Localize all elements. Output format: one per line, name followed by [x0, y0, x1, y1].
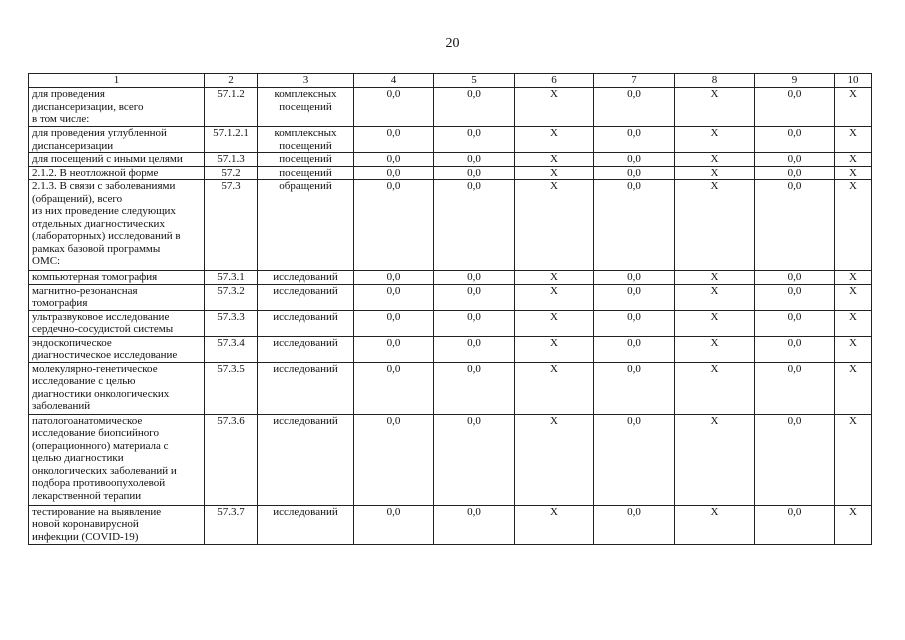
table-row [29, 153, 872, 167]
cell-c6: X [515, 284, 594, 310]
cell-c8: X [675, 153, 755, 167]
cell-c5: 0,0 [434, 505, 515, 544]
cell-c5: 0,0 [434, 271, 515, 285]
cell-c1: для посещений с иными целями [29, 153, 205, 167]
header-row [29, 74, 872, 88]
cell-c2: 57.3.5 [205, 362, 258, 414]
cell-c4: 0,0 [354, 271, 434, 285]
cell-c8: X [675, 362, 755, 414]
cell-c9: 0,0 [755, 180, 835, 271]
cell-c7: 0,0 [594, 336, 675, 362]
col-header-10: 10 [835, 74, 872, 88]
table-row [29, 180, 872, 271]
cell-c8: X [675, 505, 755, 544]
cell-c6: X [515, 336, 594, 362]
cell-c3: посещений [258, 153, 354, 167]
cell-c3: исследований [258, 505, 354, 544]
cell-c2: 57.3.1 [205, 271, 258, 285]
cell-c6: X [515, 127, 594, 153]
col-header-7: 7 [594, 74, 675, 88]
table-row [29, 127, 872, 153]
cell-c2: 57.2 [205, 166, 258, 180]
cell-c1: компьютерная томография [29, 271, 205, 285]
cell-c3: исследований [258, 284, 354, 310]
cell-c5: 0,0 [434, 88, 515, 127]
cell-c3: исследований [258, 271, 354, 285]
cell-c10: X [835, 284, 872, 310]
cell-c8: X [675, 310, 755, 336]
cell-c3: исследований [258, 362, 354, 414]
cell-c7: 0,0 [594, 271, 675, 285]
cell-c1: 2.1.3. В связи с заболеваниями (обращений), всего из них проведение следующих отдельных диагностических (лабораторных) исследований в рамках базовой программы ОМС: [29, 180, 205, 271]
cell-c10: X [835, 336, 872, 362]
cell-c9: 0,0 [755, 153, 835, 167]
cell-c4: 0,0 [354, 88, 434, 127]
cell-c4: 0,0 [354, 310, 434, 336]
cell-c2: 57.1.2 [205, 88, 258, 127]
cell-c5: 0,0 [434, 362, 515, 414]
cell-c8: X [675, 127, 755, 153]
table-row [29, 336, 872, 362]
cell-c4: 0,0 [354, 153, 434, 167]
table-body [29, 88, 872, 545]
cell-c6: X [515, 180, 594, 271]
cell-c6: X [515, 414, 594, 505]
col-header-1: 1 [29, 74, 205, 88]
cell-c2: 57.3.7 [205, 505, 258, 544]
cell-c4: 0,0 [354, 127, 434, 153]
cell-c1: патологоанатомическое исследование биопсийного (операционного) материала с целью диагностики онкологических заболеваний и подбора противоопухолевой лекарственной терапии [29, 414, 205, 505]
table-row [29, 166, 872, 180]
cell-c4: 0,0 [354, 284, 434, 310]
cell-c6: X [515, 153, 594, 167]
cell-c3: исследований [258, 414, 354, 505]
cell-c3: комплексных посещений [258, 88, 354, 127]
cell-c8: X [675, 88, 755, 127]
cell-c3: обращений [258, 180, 354, 271]
cell-c9: 0,0 [755, 88, 835, 127]
col-header-4: 4 [354, 74, 434, 88]
cell-c7: 0,0 [594, 310, 675, 336]
cell-c1: 2.1.2. В неотложной форме [29, 166, 205, 180]
cell-c10: X [835, 271, 872, 285]
cell-c9: 0,0 [755, 414, 835, 505]
cell-c1: для проведения углубленной диспансеризации [29, 127, 205, 153]
cell-c4: 0,0 [354, 362, 434, 414]
cell-c3: исследований [258, 310, 354, 336]
cell-c8: X [675, 284, 755, 310]
cell-c1: эндоскопическое диагностическое исследование [29, 336, 205, 362]
table-row [29, 310, 872, 336]
table-row [29, 505, 872, 544]
cell-c10: X [835, 166, 872, 180]
cell-c8: X [675, 180, 755, 271]
cell-c10: X [835, 153, 872, 167]
cell-c8: X [675, 271, 755, 285]
cell-c4: 0,0 [354, 336, 434, 362]
col-header-8: 8 [675, 74, 755, 88]
cell-c10: X [835, 362, 872, 414]
data-table [28, 73, 872, 545]
cell-c3: посещений [258, 166, 354, 180]
cell-c9: 0,0 [755, 271, 835, 285]
cell-c4: 0,0 [354, 166, 434, 180]
cell-c7: 0,0 [594, 180, 675, 271]
cell-c10: X [835, 180, 872, 271]
cell-c8: X [675, 336, 755, 362]
col-header-3: 3 [258, 74, 354, 88]
cell-c9: 0,0 [755, 336, 835, 362]
cell-c10: X [835, 310, 872, 336]
table-row [29, 414, 872, 505]
cell-c2: 57.3.2 [205, 284, 258, 310]
cell-c4: 0,0 [354, 505, 434, 544]
page-number: 20 [445, 36, 460, 51]
cell-c5: 0,0 [434, 336, 515, 362]
cell-c5: 0,0 [434, 180, 515, 271]
cell-c6: X [515, 271, 594, 285]
cell-c8: X [675, 414, 755, 505]
cell-c10: X [835, 414, 872, 505]
cell-c5: 0,0 [434, 284, 515, 310]
col-header-6: 6 [515, 74, 594, 88]
table-row [29, 88, 872, 127]
cell-c2: 57.1.3 [205, 153, 258, 167]
cell-c7: 0,0 [594, 362, 675, 414]
cell-c9: 0,0 [755, 284, 835, 310]
cell-c9: 0,0 [755, 362, 835, 414]
cell-c3: исследований [258, 336, 354, 362]
cell-c10: X [835, 505, 872, 544]
cell-c2: 57.3.6 [205, 414, 258, 505]
cell-c7: 0,0 [594, 88, 675, 127]
cell-c1: молекулярно-генетическое исследование с целью диагностики онкологических заболеваний [29, 362, 205, 414]
cell-c5: 0,0 [434, 127, 515, 153]
col-header-9: 9 [755, 74, 835, 88]
cell-c4: 0,0 [354, 414, 434, 505]
cell-c1: магнитно-резонансная томография [29, 284, 205, 310]
cell-c7: 0,0 [594, 166, 675, 180]
cell-c5: 0,0 [434, 153, 515, 167]
cell-c3: комплексных посещений [258, 127, 354, 153]
cell-c7: 0,0 [594, 414, 675, 505]
table-row [29, 284, 872, 310]
cell-c7: 0,0 [594, 284, 675, 310]
cell-c7: 0,0 [594, 505, 675, 544]
cell-c5: 0,0 [434, 310, 515, 336]
cell-c9: 0,0 [755, 166, 835, 180]
cell-c6: X [515, 362, 594, 414]
cell-c1: тестирование на выявление новой коронавирусной инфекции (COVID-19) [29, 505, 205, 544]
col-header-5: 5 [434, 74, 515, 88]
cell-c6: X [515, 166, 594, 180]
cell-c10: X [835, 127, 872, 153]
cell-c7: 0,0 [594, 127, 675, 153]
cell-c1: для проведения диспансеризации, всего в том числе: [29, 88, 205, 127]
cell-c6: X [515, 310, 594, 336]
cell-c2: 57.1.2.1 [205, 127, 258, 153]
cell-c5: 0,0 [434, 166, 515, 180]
cell-c6: X [515, 88, 594, 127]
cell-c4: 0,0 [354, 180, 434, 271]
cell-c2: 57.3.3 [205, 310, 258, 336]
cell-c1: ультразвуковое исследование сердечно-сосудистой системы [29, 310, 205, 336]
cell-c2: 57.3.4 [205, 336, 258, 362]
table-row [29, 271, 872, 285]
cell-c5: 0,0 [434, 414, 515, 505]
cell-c9: 0,0 [755, 505, 835, 544]
table-row [29, 362, 872, 414]
cell-c8: X [675, 166, 755, 180]
cell-c10: X [835, 88, 872, 127]
col-header-2: 2 [205, 74, 258, 88]
cell-c6: X [515, 505, 594, 544]
cell-c2: 57.3 [205, 180, 258, 271]
cell-c9: 0,0 [755, 310, 835, 336]
cell-c7: 0,0 [594, 153, 675, 167]
cell-c9: 0,0 [755, 127, 835, 153]
